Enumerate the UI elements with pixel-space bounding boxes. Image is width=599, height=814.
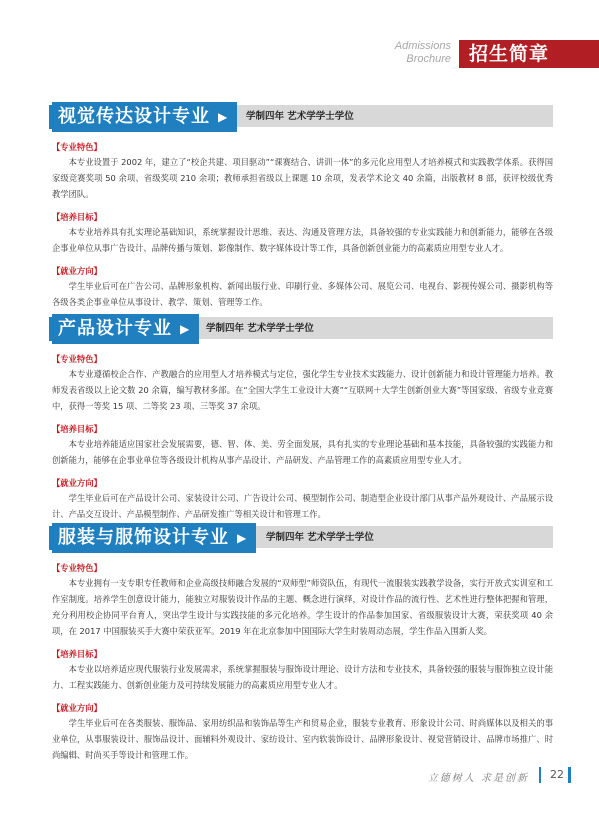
- page-header: [0, 40, 599, 80]
- section-visual-communication: [52, 102, 553, 310]
- features-text: 本专业遵循校企合作、产教融合的应用型人才培养模式与定位，强化学生专业技术实践能力、设计创新能力和设计管理能力培养。教师发表省级以上论文数 20 余篇，编写教材多部。在“全国大学生工业设计大赛”“互联网＋大学生创新创业大赛”等国家级、省级专业竞赛中，获得一等奖 15 项、二等奖 23 项、三等奖 37 余项。: [52, 369, 553, 411]
- arrow-right-icon: ▶: [237, 531, 247, 545]
- section-title-text: 产品设计专业: [58, 318, 172, 339]
- career-label: 【就业方向】: [52, 703, 102, 713]
- header-en-line1: Admissions: [394, 40, 451, 52]
- section-title: [52, 102, 237, 132]
- features-label: 【专业特色】: [52, 142, 102, 152]
- footer-slogan: 立德树人 求是创新: [427, 773, 529, 784]
- goal-label: 【培养目标】: [52, 649, 102, 659]
- section-title-bar: [52, 102, 553, 132]
- section-fashion-design: [52, 523, 553, 763]
- section-title: [52, 523, 256, 553]
- footer-separator: [539, 767, 541, 783]
- degree-info: 学制四年 艺术学学士学位: [206, 323, 314, 334]
- section-title: [52, 314, 199, 344]
- page-number: 22: [550, 768, 564, 781]
- features-text: 本专业设置于 2002 年，建立了“校企共建、项目驱动”“课赛结合、讲训一体”的多元化应用型人才培养模式和实践教学体系。获得国家级竞赛奖项 50 余项、省级奖项 210 余项；教师承担省级以上课题 10 余项，发表学术论文 40 余篇，出版教材 8 部，获评校级优秀教学团队。: [52, 157, 553, 199]
- goal-text: 本专业培养具有扎实理论基础知识，系统掌握设计思维、表达、沟通及管理方法，具备较强的专业实践能力和创新能力，能够在各级企事业单位从事广告设计、品牌传播与策划、影像制作、数字媒体设计等工作，具备创新创业能力的高素质应用型专业人才。: [52, 227, 553, 253]
- career-label: 【就业方向】: [52, 478, 102, 488]
- arrow-right-icon: ▶: [218, 110, 228, 124]
- goal-text: 本专业培养能适应国家社会发展需要，德、智、体、美、劳全面发展，具有扎实的专业理论基础和基本技能，具备较强的实践能力和创新能力，能够在企事业单位等各级设计机构从事产品设计、产品研发、产品管理工作的高素质应用型专业人才。: [52, 439, 553, 465]
- goal-label: 【培养目标】: [52, 424, 102, 434]
- section-title-text: 视觉传达设计专业: [58, 106, 210, 127]
- career-label: 【就业方向】: [52, 266, 102, 276]
- features-label: 【专业特色】: [52, 354, 102, 364]
- goal-text: 本专业以培养适应现代服装行业发展需求，系统掌握服装与服饰设计理论、设计方法和专业技术，具备较强的服装与服饰独立设计能力、工程实践能力、创新创业能力及可持续发展能力的高素质应用型专业人才。: [52, 664, 553, 690]
- goal-label: 【培养目标】: [52, 212, 102, 222]
- features-label: 【专业特色】: [52, 563, 102, 573]
- degree-info: 学制四年 艺术学学士学位: [246, 111, 354, 122]
- header-cn-title: 招生简章: [459, 40, 599, 68]
- footer-accent-bar: [568, 767, 571, 783]
- features-text: 本专业拥有一支专职专任教师和企业高级技师融合发展的“双师型”师资队伍，有现代一流服装实践教学设备，实行开放式实训室和工作室制度。培养学生创意设计能力，能独立对服装设计作品的主题、概念进行演绎，对设计作品的流行性、艺术性进行整体把握和管理，充分利用校企协同平台育人，突出学生设计与实践技能的多元化培养。学生设计的作品参加国家、省级服装设计大赛，荣获奖项 40 余项，在 2017 中国服装买手大赛中荣获亚军。2019 年在北京参加中国国际大学生时装周动态展，学生作品入围新人奖。: [52, 578, 553, 636]
- section-product-design: [52, 314, 553, 522]
- arrow-right-icon: ▶: [180, 322, 190, 336]
- section-title-bar: [52, 314, 553, 344]
- header-en-title: [395, 40, 451, 66]
- career-text: 学生毕业后可在广告公司、品牌形象机构、新闻出版行业、印刷行业、多媒体公司、展览公司、电视台、影视传媒公司、摄影机构等各级各类企事业单位从事设计、教学、策划、管理等工作。: [52, 281, 553, 307]
- career-text: 学生毕业后可在各类服装、服饰品、家用纺织品和装饰品等生产和贸易企业，服装专业教育、形象设计公司、时尚媒体以及相关的事业单位，从事服装设计、服饰品设计、面辅料外观设计、家纺设计、室内软装饰设计、品牌形象设计、视觉营销设计、品牌市场推广、时尚编辑、时尚买手等设计和管理工作。: [52, 718, 553, 760]
- section-title-text: 服装与服饰设计专业: [58, 527, 229, 548]
- career-text: 学生毕业后可在产品设计公司、家装设计公司、广告设计公司、模型制作公司、制造型企业设计部门从事产品外观设计、产品展示设计、产品交互设计、产品模型制作、产品研发推广等相关设计和管理工作。: [52, 493, 553, 519]
- header-en-line2: Brochure: [406, 53, 451, 65]
- degree-info: 学制四年 艺术学学士学位: [266, 532, 374, 543]
- section-title-bar: [52, 523, 553, 553]
